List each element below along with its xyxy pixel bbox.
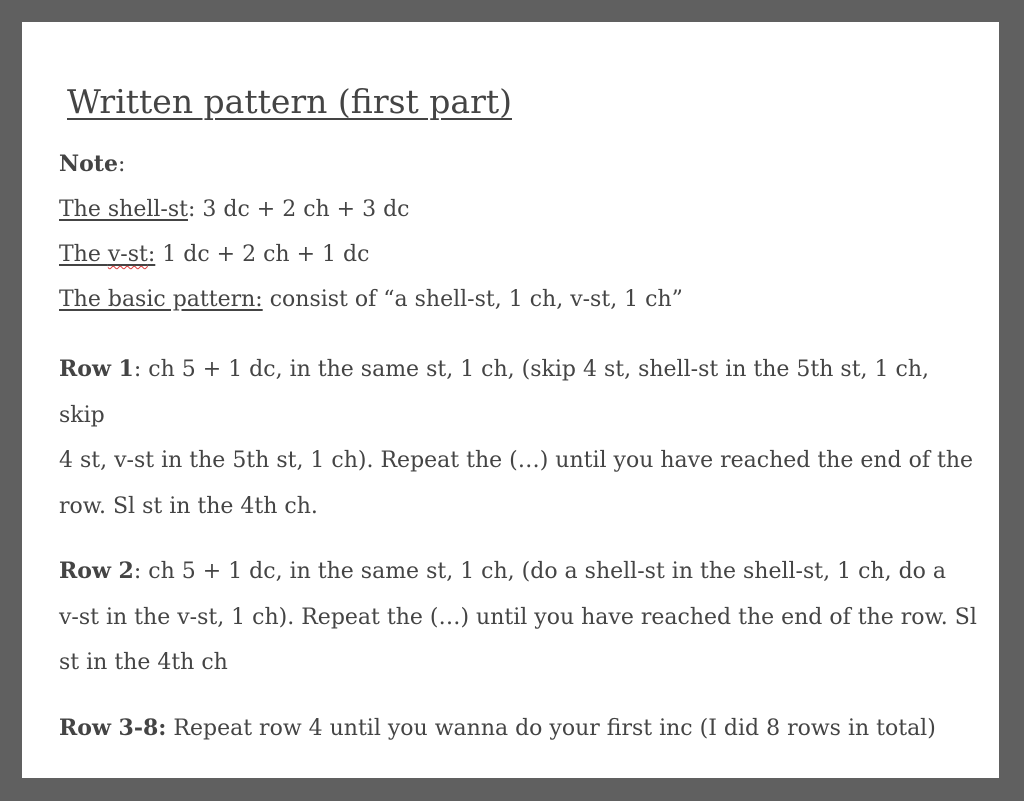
row-text-line: 4 st, v-st in the 5th st, 1 ch). Repeat the (…) until you have reached the end of the <box>59 448 974 473</box>
definition-separator: : <box>187 197 203 222</box>
row-1-instructions <box>59 347 979 529</box>
definition-separator <box>263 287 270 312</box>
document-page <box>22 22 999 778</box>
row-text-line: row. Sl st in the 4th ch. <box>59 493 318 519</box>
definition-text: 3 dc + 2 ch + 3 dc <box>202 197 410 222</box>
definition-term: The shell-st <box>59 197 188 222</box>
row-text-line: ch 5 + 1 dc, in the same st, 1 ch, (do a shell-st in the shell-st, 1 ch, do a <box>141 559 947 584</box>
note-heading <box>59 142 979 187</box>
row-text-line: v-st in the v-st, 1 ch). Repeat the (…) until you have reached the end of the row. Sl <box>59 604 977 630</box>
row-3-8-instructions <box>59 706 979 752</box>
row-label: Row 3-8: <box>59 714 167 741</box>
definition-term <box>59 242 155 267</box>
row-2-instructions <box>59 549 979 686</box>
document-content <box>59 82 979 751</box>
row-label-separator: : <box>133 357 142 382</box>
row-text-line: ch 5 + 1 dc, in the same st, 1 ch, (skip 4 st, shell-st in the 5th st, 1 ch, skip <box>59 357 929 428</box>
spellcheck-flagged-word: v-st <box>107 242 148 267</box>
definition-v-st <box>59 232 979 277</box>
definition-term: The basic pattern: <box>59 287 263 312</box>
definition-text: 1 dc + 2 ch + 1 dc <box>162 242 370 267</box>
note-label: Note <box>59 151 118 177</box>
row-text-line: Repeat row 4 until you wanna do your first inc (I did 8 rows in total) <box>166 715 936 741</box>
definition-term-suffix: : <box>147 242 156 267</box>
row-text-line: st in the 4th ch <box>59 650 228 675</box>
note-section <box>59 142 979 322</box>
definition-term-prefix: The <box>59 242 108 267</box>
definition-shell-st <box>59 187 979 232</box>
definition-basic-pattern <box>59 277 979 322</box>
definition-text: consist of “a shell-st, 1 ch, v-st, 1 ch” <box>269 287 683 312</box>
row-label-separator: : <box>133 559 142 584</box>
document-title: Written pattern (first part) <box>67 82 512 121</box>
note-colon: : <box>117 152 126 177</box>
row-label: Row 2 <box>59 558 134 584</box>
row-label: Row 1 <box>59 356 134 382</box>
